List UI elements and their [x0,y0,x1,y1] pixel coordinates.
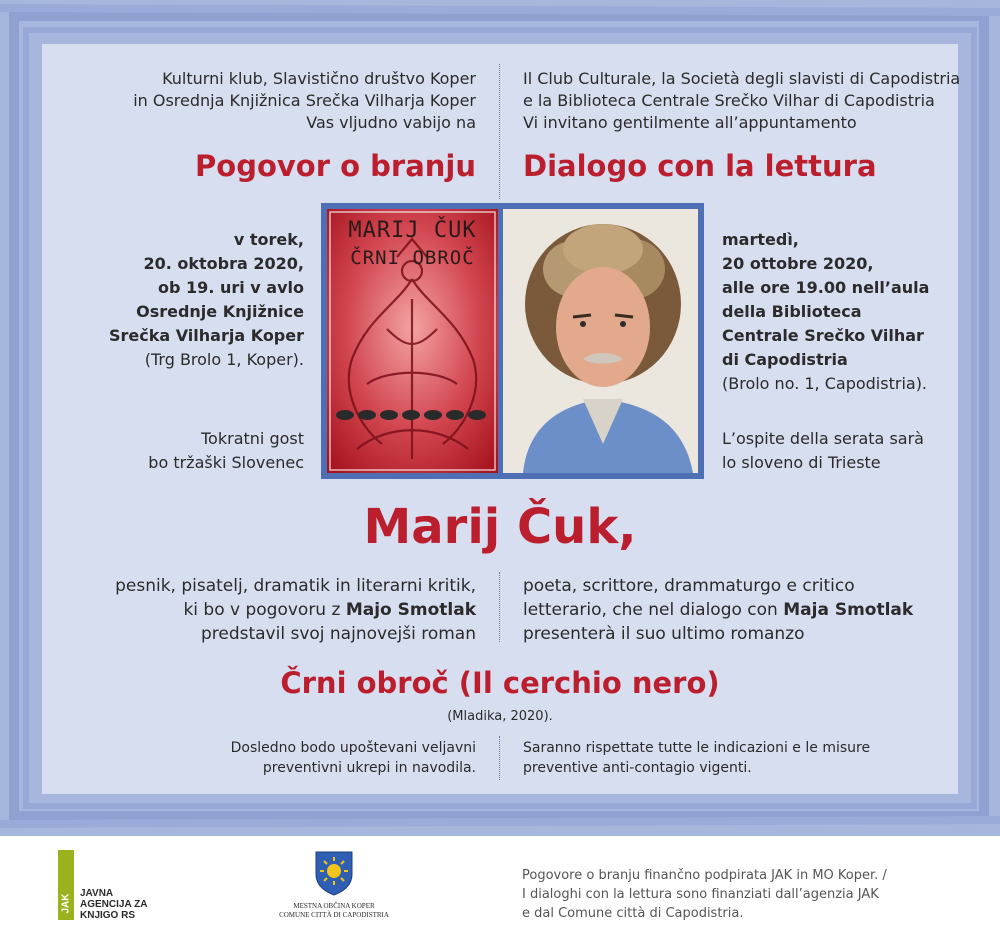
sl-hosts-line-1: Kulturni klub, Slavistično društvo Koper [162,69,476,88]
sl-event-title: Pogovor o branju [195,149,476,183]
sl-desc-line-3: predstavil svoj najnovejši roman [200,624,476,644]
column-divider-top [499,64,500,199]
it-guest-line-2: lo sloveno di Trieste [722,453,881,472]
it-event-title: Dialogo con la lettura [523,149,877,183]
it-notice-line-2: preventive anti-contagio vigenti. [523,760,752,776]
funding-line-2: I dialoghi con la lettura sono finanziati dall’agenzia JAK [522,887,879,902]
jak-logo-bar [58,850,74,920]
sponsor-footer [0,836,1000,936]
it-hosts-line-1: Il Club Culturale, la Società degli slavisti di Capodistria [523,69,961,88]
book-cover [327,209,498,473]
jak-logo [58,850,178,930]
koper-coat-of-arms-icon [314,850,354,896]
it-when-line-5: Centrale Srečko Vilhar [722,326,924,345]
sl-moderator-name: Majo Smotlak [345,600,476,620]
sl-guest-line-1: Tokratni gost [201,429,304,448]
sl-desc-text: ki bo v pogovoru z [183,600,346,620]
it-moderator-name: Maja Smotlak [783,600,914,620]
sl-when-line-2: 20. oktobra 2020, [143,254,304,273]
it-hosts-line-2: e la Biblioteca Centrale Srečko Vilhar di Capodistria [523,91,935,110]
book-title: Črni obroč (Il cerchio nero) [280,666,720,700]
column-divider-bottom [499,736,500,780]
jak-logo-mark: JAK [60,893,72,914]
book-cover-author: MARIJ ČUK [348,218,477,243]
it-when-line-2: 20 ottobre 2020, [722,254,874,273]
sl-when-line-3: ob 19. uri v avlo [158,278,304,297]
it-when-line-1: martedì, [722,230,799,249]
it-desc-text: letterario, che nel dialogo con [523,600,784,620]
it-when-line-3: alle ore 19.00 nell’aula [722,278,930,297]
funding-line-3: e dal Comune città di Capodistria. [522,906,744,921]
it-desc-line-3: presenterà il suo ultimo romanzo [523,624,805,644]
municipality-name-line-2: COMUNE CITTÀ DI CAPODISTRIA [279,911,389,919]
sl-when-line-5: Srečka Vilharja Koper [108,326,304,345]
publisher: (Mladika, 2020). [447,709,553,724]
it-venue-address: (Brolo no. 1, Capodistria). [722,374,928,393]
it-guest-line-1: L’ospite della serata sarà [722,429,924,448]
book-cover-title: ČRNI OBROČ [350,247,475,269]
sl-hosts-line-2: in Osrednja Knjižnica Srečka Vilharja Koper [133,91,476,110]
author-photo [503,209,698,473]
sl-when-line-1: v torek, [233,230,304,249]
sl-desc-line-1: pesnik, pisatelj, dramatik in literarni kritik, [115,576,476,596]
jak-name-line-3: KNJIGO RS [80,910,136,921]
it-hosts-line-3: Vi invitano gentilmente all’appuntamento [523,113,857,132]
jak-name-line-1: JAVNA [80,888,114,899]
it-notice-line-1: Saranno rispettate tutte le indicazioni e le misure [523,740,871,756]
jak-name-line-2: AGENCIJA ZA [80,899,148,910]
it-when-line-6: di Capodistria [722,350,848,369]
sl-hosts-line-3: Vas vljudno vabijo na [306,113,476,132]
funding-line-1: Pogovore o branju finančno podpirata JAK in MO Koper. / [522,868,887,883]
sl-notice-line-2: preventivni ukrepi in navodila. [262,760,476,776]
column-divider-middle [499,572,500,642]
sl-guest-line-2: bo tržaški Slovenec [148,453,304,472]
sl-venue-address: (Trg Brolo 1, Koper). [144,350,304,369]
municipality-logo [276,850,396,930]
guest-name: Marij Čuk, [363,499,637,555]
it-when-line-4: della Biblioteca [722,302,862,321]
municipality-name-line-1: MESTNA OBČINA KOPER [293,902,375,910]
sl-notice-line-1: Dosledno bodo upoštevani veljavni [230,740,476,756]
it-desc-line-2 [523,598,913,622]
sl-desc-line-2 [183,598,476,622]
author-portrait-illustration [503,209,698,473]
sl-when-line-4: Osrednje Knjižnice [136,302,304,321]
it-desc-line-1: poeta, scrittore, drammaturgo e critico [523,576,855,596]
